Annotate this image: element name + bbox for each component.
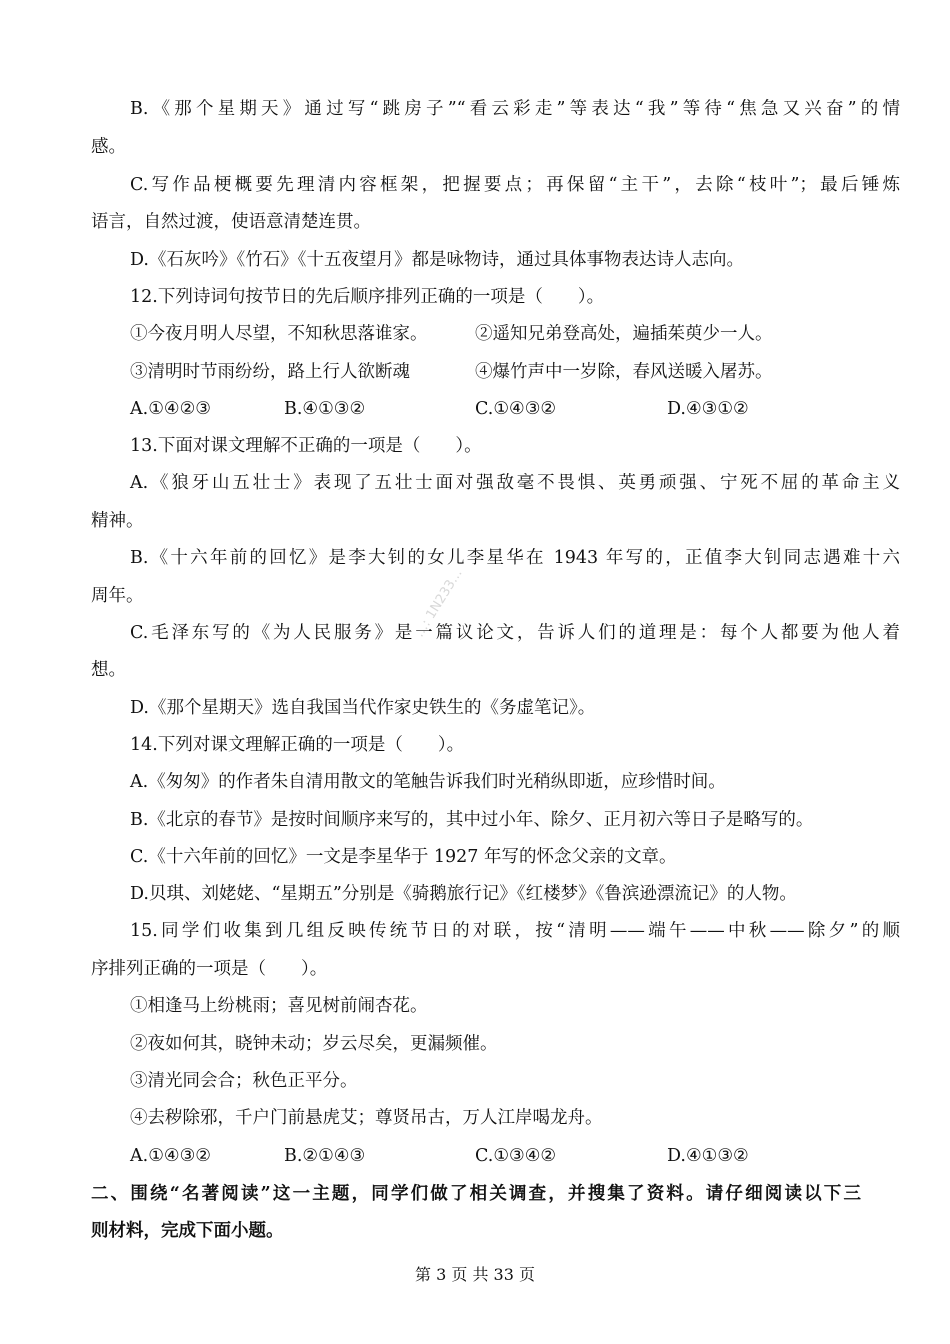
watermark: …: 1N233… <box>412 566 466 640</box>
q12-poem-2: ②遥知兄弟登高处，遍插茱萸少一人。 <box>475 324 773 344</box>
q12-option-a: A.①④②③ <box>130 399 211 419</box>
q13-option-a-line2: 精神。 <box>91 511 144 531</box>
section-2-heading-line2: 则材料，完成下面小题。 <box>91 1221 284 1241</box>
q14-option-b: B.《北京的春节》是按时间顺序来写的，其中过小年、除夕、正月初六等日子是略写的。 <box>130 810 814 830</box>
q12-poem-4: ④爆竹声中一岁除，春风送暖入屠苏。 <box>475 362 773 382</box>
question-14: 14.下列对课文理解正确的一项是（ ）。 <box>130 735 465 755</box>
q15-couplet-4: ④去秽除邪，千户门前悬虎艾；尊贤吊古，万人江岸喝龙舟。 <box>130 1108 603 1128</box>
q12-option-b: B.④①③② <box>284 399 366 419</box>
q14-option-d: D.贝琪、刘姥姥、“星期五”分别是《骑鹅旅行记》《红楼梦》《鲁滨逊漂流记》的人物。 <box>130 884 797 904</box>
q12-poem-3: ③清明时节雨纷纷，路上行人欲断魂 <box>130 362 410 382</box>
q11-option-c-line2: 语言，自然过渡，使语意清楚连贯。 <box>91 212 371 232</box>
q11-option-c-line1: C.写作品梗概要先理清内容框架，把握要点；再保留“主干”，去除“枝叶”；最后锤炼 <box>130 175 900 195</box>
q14-option-c: C.《十六年前的回忆》一文是李星华于 1927 年写的怀念父亲的文章。 <box>130 847 677 867</box>
question-15-line1: 15.同学们收集到几组反映传统节日的对联，按“清明——端午——中秋——除夕”的顺 <box>130 921 900 941</box>
q13-option-b-line2: 周年。 <box>91 586 144 606</box>
question-15-line2: 序排列正确的一项是（ ）。 <box>91 959 328 979</box>
q13-option-b-line1: B.《十六年前的回忆》是李大钊的女儿李星华在 1943 年写的，正值李大钊同志遇难十六 <box>130 548 900 568</box>
q12-option-d: D.④③①② <box>667 399 749 419</box>
q15-option-b: B.②①④③ <box>284 1146 366 1166</box>
q11-option-d: D.《石灰吟》《竹石》《十五夜望月》都是咏物诗，通过具体事物表达诗人志向。 <box>130 250 744 270</box>
q13-option-d: D.《那个星期天》选自我国当代作家史铁生的《务虚笔记》。 <box>130 698 596 718</box>
q15-couplet-2: ②夜如何其，晓钟未动；岁云尽矣，更漏频催。 <box>130 1034 498 1054</box>
q13-option-c-line2: 想。 <box>91 660 126 680</box>
question-13: 13.下面对课文理解不正确的一项是（ ）。 <box>130 436 482 456</box>
q15-couplet-1: ①相逢马上纷桃雨；喜见树前闹杏花。 <box>130 996 428 1016</box>
q15-option-d: D.④①③② <box>667 1146 749 1166</box>
q15-couplet-3: ③清光同会合；秋色正平分。 <box>130 1071 358 1091</box>
question-12: 12.下列诗词句按节日的先后顺序排列正确的一项是（ ）。 <box>130 287 605 307</box>
q15-option-a: A.①④③② <box>130 1146 211 1166</box>
q14-option-a: A.《匆匆》的作者朱自清用散文的笔触告诉我们时光稍纵即逝，应珍惜时间。 <box>130 772 726 792</box>
q13-option-c-line1: C.毛泽东写的《为人民服务》是一篇议论文，告诉人们的道理是：每个人都要为他人着 <box>130 623 900 643</box>
q12-option-c: C.①④③② <box>475 399 557 419</box>
q15-option-c: C.①③④② <box>475 1146 557 1166</box>
q11-option-b-line2: 感。 <box>91 137 126 157</box>
page-number-footer: 第 3 页 共 33 页 <box>415 1265 535 1284</box>
q12-poem-1: ①今夜月明人尽望，不知秋思落谁家。 <box>130 324 428 344</box>
section-2-heading-line1: 二、围绕“名著阅读”这一主题，同学们做了相关调查，并搜集了资料。请仔细阅读以下三 <box>91 1184 861 1204</box>
q11-option-b-line1: B.《那个星期天》通过写“跳房子”“看云彩走”等表达“我”等待“焦急又兴奋”的情 <box>130 99 900 119</box>
q13-option-a-line1: A.《狼牙山五壮士》表现了五壮士面对强敌毫不畏惧、英勇顽强、宁死不屈的革命主义 <box>130 473 900 493</box>
